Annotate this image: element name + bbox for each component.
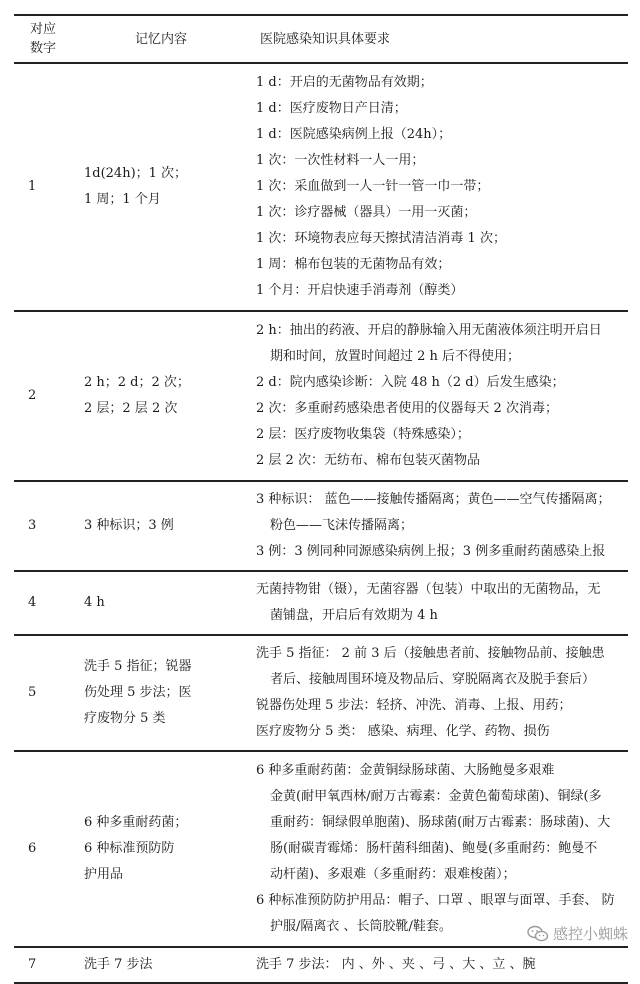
memory-content	[72, 571, 250, 635]
memory-line: 2 层；2 层 2 次	[84, 401, 178, 416]
requirement-line: 金黄(耐甲氧西林/耐万古霉素：金黄色葡萄球菌)、铜绿(多	[270, 789, 602, 804]
requirement-line: 1 次：环境物表应每天擦拭清洁消毒 1 次；	[256, 231, 506, 246]
row-number: 5	[14, 635, 72, 751]
wechat-icon	[527, 925, 549, 943]
requirement-line: 1 周：棉布包装的无菌物品有效；	[256, 257, 451, 272]
requirement-line: 1 d：医院感染病例上报（24h）；	[256, 127, 452, 142]
requirement-content	[250, 571, 628, 635]
memory-line: 伤处理 5 步法；医	[84, 685, 192, 700]
requirement-line: 期和时间，放置时间超过 2 h 后不得使用；	[270, 349, 521, 364]
requirement-line: 2 层：医疗废物收集袋（特殊感染）；	[256, 427, 470, 442]
requirement-line: 1 次：诊疗器械（器具）一用一灭菌；	[256, 205, 477, 220]
watermark-text: 感控小蜘蛛	[552, 925, 628, 943]
requirement-line: 3 例：3 例同种同源感染病例上报；3 例多重耐药菌感染上报	[256, 544, 606, 559]
row-number: 6	[14, 751, 72, 947]
row-number: 4	[14, 571, 72, 635]
requirement-line: 动杆菌)、多艰难（多重耐药：艰难梭菌）；	[270, 867, 516, 882]
memory-line: 2 h；2 d；2 次；	[84, 375, 190, 390]
table-header-row	[14, 15, 628, 63]
requirement-line: 洗手 7 步法： 内 、外 、夹 、弓 、大 、立 、腕	[256, 957, 536, 972]
requirement-line: 1 d：开启的无菌物品有效期；	[256, 75, 433, 90]
requirement-content	[250, 481, 628, 571]
requirement-line: 2 h：抽出的药液、开启的静脉输入用无菌液体须注明开启日	[256, 323, 602, 338]
requirement-line: 3 种标识： 蓝色——接触传播隔离；黄色——空气传播隔离；	[256, 492, 611, 507]
knowledge-table	[14, 14, 628, 984]
row-number: 7	[14, 947, 72, 983]
memory-content	[72, 751, 250, 947]
table-row	[14, 571, 628, 635]
memory-content	[72, 63, 250, 311]
memory-content	[72, 481, 250, 571]
row-number: 3	[14, 481, 72, 571]
requirement-line: 者后、接触周围环境及物品后、穿脱隔离衣及脱手套后）	[270, 672, 596, 687]
header-memory: 记忆内容	[72, 15, 250, 63]
memory-line: 4 h	[84, 595, 105, 610]
table-row	[14, 311, 628, 481]
memory-line: 护用品	[84, 867, 124, 882]
memory-content	[72, 947, 250, 983]
requirement-line: 肠(耐碳青霉烯：肠杆菌科细菌)、鲍曼(多重耐药：鲍曼不	[270, 841, 598, 856]
row-number: 2	[14, 311, 72, 481]
memory-line: 洗手 5 指征；锐器	[84, 659, 192, 674]
requirement-line: 粉色——飞沫传播隔离；	[270, 518, 414, 533]
requirement-content	[250, 635, 628, 751]
watermark	[527, 923, 628, 944]
requirement-line: 1 个月：开启快速手消毒剂（醇类）	[256, 283, 464, 298]
memory-line: 6 种多重耐药菌；	[84, 815, 188, 830]
memory-line: 洗手 7 步法	[84, 957, 153, 972]
requirement-line: 洗手 5 指征： 2 前 3 后（接触患者前、接触物品前、接触患	[256, 646, 605, 661]
requirement-line: 6 种多重耐药菌：金黄铜绿肠球菌、大肠鲍曼多艰难	[256, 763, 555, 778]
requirement-line: 1 次：采血做到一人一针一管一巾一带；	[256, 179, 490, 194]
memory-line: 3 种标识；3 例	[84, 518, 174, 533]
table-row	[14, 947, 628, 983]
requirement-content	[250, 751, 628, 947]
memory-content	[72, 635, 250, 751]
requirement-line: 重耐药：铜绿假单胞菌)、肠球菌(耐万古霉素：肠球菌)、大	[270, 815, 611, 830]
requirement-line: 1 次：一次性材料一人一用；	[256, 153, 425, 168]
memory-line: 1d(24h)；1 次；	[84, 166, 188, 181]
requirement-content	[250, 947, 628, 983]
memory-content	[72, 311, 250, 481]
header-number: 对应 数字	[14, 15, 72, 63]
table-row	[14, 481, 628, 571]
requirement-line: 2 d：院内感染诊断：入院 48 h（2 d）后发生感染；	[256, 375, 565, 390]
memory-line: 1 周；1 个月	[84, 192, 161, 207]
requirement-line: 护服/隔离衣 、长筒胶靴/鞋套。	[270, 919, 452, 934]
table-row	[14, 63, 628, 311]
header-requirements: 医院感染知识具体要求	[250, 15, 628, 63]
requirement-line: 医疗废物分 5 类： 感染、病理、化学、药物、损伤	[256, 724, 550, 739]
requirement-line: 6 种标准预防防护用品：帽子、口罩 、眼罩与面罩、手套、 防	[256, 893, 615, 908]
requirement-line: 2 次：多重耐药感染患者使用的仪器每天 2 次消毒；	[256, 401, 558, 416]
requirement-line: 锐器伤处理 5 步法：轻挤、冲洗、消毒、上报、用药；	[256, 698, 572, 713]
table-row	[14, 635, 628, 751]
row-number: 1	[14, 63, 72, 311]
requirement-line: 菌铺盘，开启后有效期为 4 h	[270, 608, 438, 623]
requirement-content	[250, 63, 628, 311]
memory-line: 6 种标准预防防	[84, 841, 175, 856]
requirement-line: 2 层 2 次：无纺布、棉布包装灭菌物品	[256, 453, 480, 468]
requirement-line: 无菌持物钳（镊），无菌容器（包装）中取出的无菌物品，无	[256, 582, 601, 597]
memory-line: 疗废物分 5 类	[84, 711, 166, 726]
requirement-line: 1 d：医疗废物日产日清；	[256, 101, 407, 116]
table-row	[14, 751, 628, 947]
requirement-content	[250, 311, 628, 481]
